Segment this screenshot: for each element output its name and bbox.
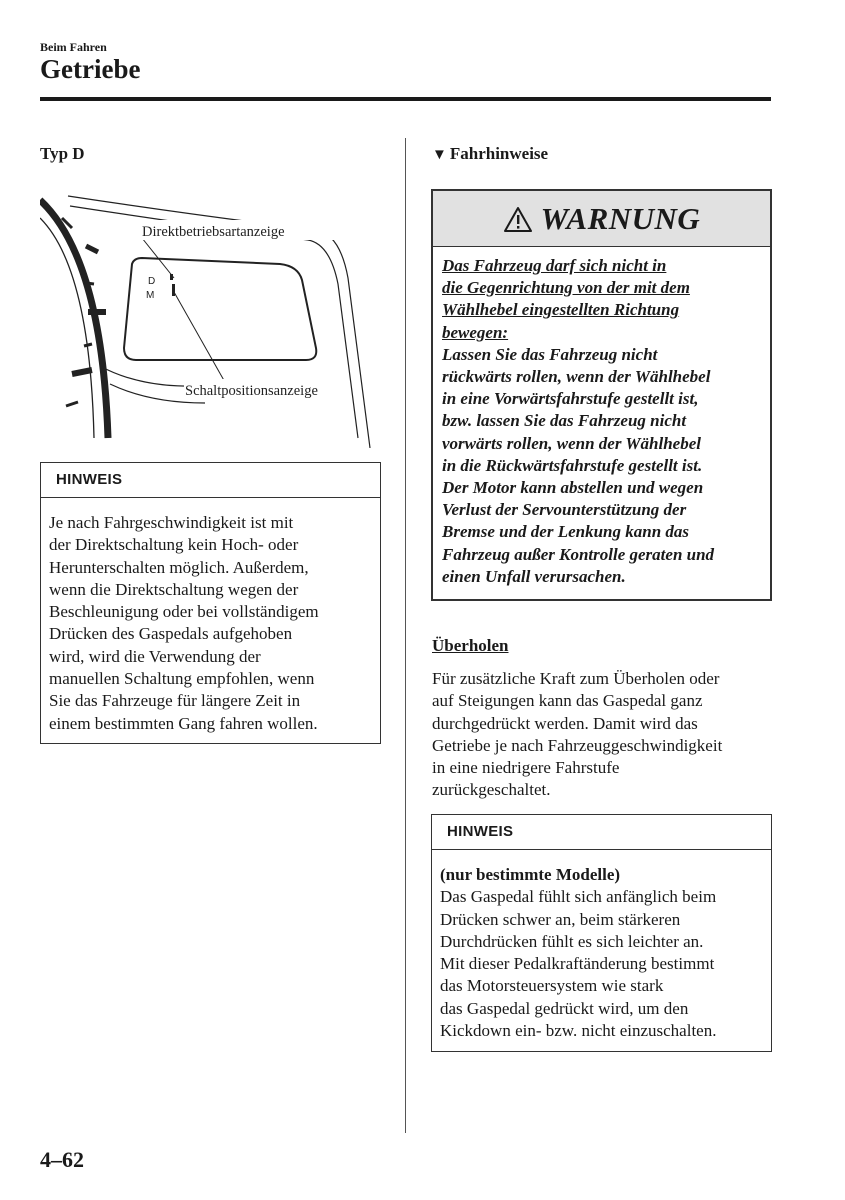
section-heading-text: Fahrhinweise bbox=[449, 144, 549, 163]
label-direct-mode-indicator: Direktbetriebsartanzeige bbox=[142, 224, 285, 240]
note-box-left bbox=[40, 462, 381, 744]
warning-line: vorwärts rollen, wenn der Wählhebel bbox=[442, 433, 701, 453]
warning-triangle-icon bbox=[503, 206, 533, 233]
note-line: Drücken schwer an, beim stärkeren bbox=[440, 909, 681, 929]
overtaking-heading: Überholen bbox=[432, 636, 509, 655]
warning-line-underlined: bewegen: bbox=[442, 322, 509, 342]
warning-line: rückwärts rollen, wenn der Wählhebel bbox=[442, 367, 711, 387]
note-line: Je nach Fahrgeschwindigkeit ist mit bbox=[49, 513, 294, 532]
note-line: Mit dieser Pedalkraftänderung bestimmt bbox=[440, 954, 715, 974]
warning-header bbox=[433, 191, 770, 247]
note-line: Kickdown ein- bzw. nicht einzuschalten. bbox=[440, 1021, 717, 1041]
paragraph-line: zurückgeschaltet. bbox=[432, 780, 551, 800]
note-line: wenn die Direktschaltung wegen der bbox=[49, 579, 299, 599]
note-line: wird, wird die Verwendung der bbox=[49, 646, 261, 666]
label-shift-position-indicator: Schaltpositionsanzeige bbox=[185, 383, 318, 399]
warning-box bbox=[431, 189, 772, 601]
paragraph-line: auf Steigungen kann das Gaspedal ganz bbox=[432, 691, 703, 711]
gear-digit-segment bbox=[172, 284, 175, 296]
note-line: Durchdrücken fühlt es sich leichter an. bbox=[440, 931, 704, 951]
note-line-bold: (nur bestimmte Modelle) bbox=[440, 865, 621, 884]
page-title: Getriebe bbox=[40, 54, 141, 84]
page-number: 4–62 bbox=[40, 1147, 84, 1172]
warning-body bbox=[433, 247, 770, 588]
note-line: Herunterschalten möglich. Außerdem, bbox=[49, 557, 309, 577]
note-heading: HINWEIS bbox=[41, 463, 380, 498]
warning-line: einen Unfall verursachen. bbox=[442, 566, 626, 586]
warning-line-underlined: die Gegenrichtung von der mit dem bbox=[442, 278, 690, 298]
note-body bbox=[41, 498, 380, 735]
note-body bbox=[432, 850, 771, 1042]
note-line: der Direktschaltung kein Hoch- oder bbox=[49, 535, 299, 555]
note-line: Sie das Fahrzeuge für längere Zeit in bbox=[49, 691, 301, 711]
display-screen bbox=[124, 258, 316, 360]
type-label: Typ D bbox=[40, 144, 85, 163]
note-line: das Motorsteuersystem wie stark bbox=[440, 976, 664, 996]
paragraph-line: durchgedrückt werden. Damit wird das bbox=[432, 713, 698, 733]
note-line: Beschleunigung oder bei vollständigem bbox=[49, 602, 319, 622]
overtaking-paragraph bbox=[432, 668, 722, 802]
warning-line: Bremse und der Lenkung kann das bbox=[442, 522, 690, 542]
paragraph-line: Getriebe je nach Fahrzeuggeschwindigkeit bbox=[432, 735, 723, 755]
warning-line: Lassen Sie das Fahrzeug nicht bbox=[442, 344, 658, 364]
section-heading bbox=[432, 144, 548, 164]
note-line: das Gaspedal gedrückt wird, um den bbox=[440, 998, 689, 1018]
triangle-marker-icon: ▼ bbox=[432, 147, 447, 163]
note-line: Drücken des Gaspedals aufgehoben bbox=[49, 624, 293, 644]
header-rule bbox=[40, 97, 771, 101]
note-heading: HINWEIS bbox=[432, 815, 771, 850]
paragraph-line: Für zusätzliche Kraft zum Überholen oder bbox=[432, 669, 720, 688]
paragraph-line: in eine niedrigere Fahrstufe bbox=[432, 758, 620, 778]
note-box-right bbox=[431, 814, 772, 1052]
column-divider bbox=[405, 138, 406, 1133]
indicator-d: D bbox=[148, 276, 156, 287]
instrument-cluster-figure bbox=[40, 188, 385, 448]
warning-line: bzw. lassen Sie das Fahrzeug nicht bbox=[442, 411, 687, 431]
section-breadcrumb: Beim Fahren bbox=[40, 40, 107, 54]
warning-line-underlined: Wählhebel eingestellten Richtung bbox=[442, 300, 680, 320]
note-line: manuellen Schaltung empfohlen, wenn bbox=[49, 669, 315, 689]
instrument-cluster-illustration bbox=[40, 188, 385, 448]
warning-heading: WARNUNG bbox=[540, 201, 701, 236]
warning-line: Fahrzeug außer Kontrolle geraten und bbox=[442, 544, 715, 564]
note-line: einem bestimmten Gang fahren wollen. bbox=[49, 713, 318, 733]
warning-line: Verlust der Servounterstützung der bbox=[442, 500, 687, 520]
note-line: Das Gaspedal fühlt sich anfänglich beim bbox=[440, 887, 717, 907]
warning-line-underlined: Das Fahrzeug darf sich nicht in bbox=[442, 256, 667, 275]
indicator-m: M bbox=[146, 290, 155, 301]
warning-line: in eine Vorwärtsfahrstufe gestellt ist, bbox=[442, 389, 699, 409]
warning-line: Der Motor kann abstellen und wegen bbox=[442, 478, 704, 498]
warning-line: in die Rückwärtsfahrstufe gestellt ist. bbox=[442, 455, 703, 475]
